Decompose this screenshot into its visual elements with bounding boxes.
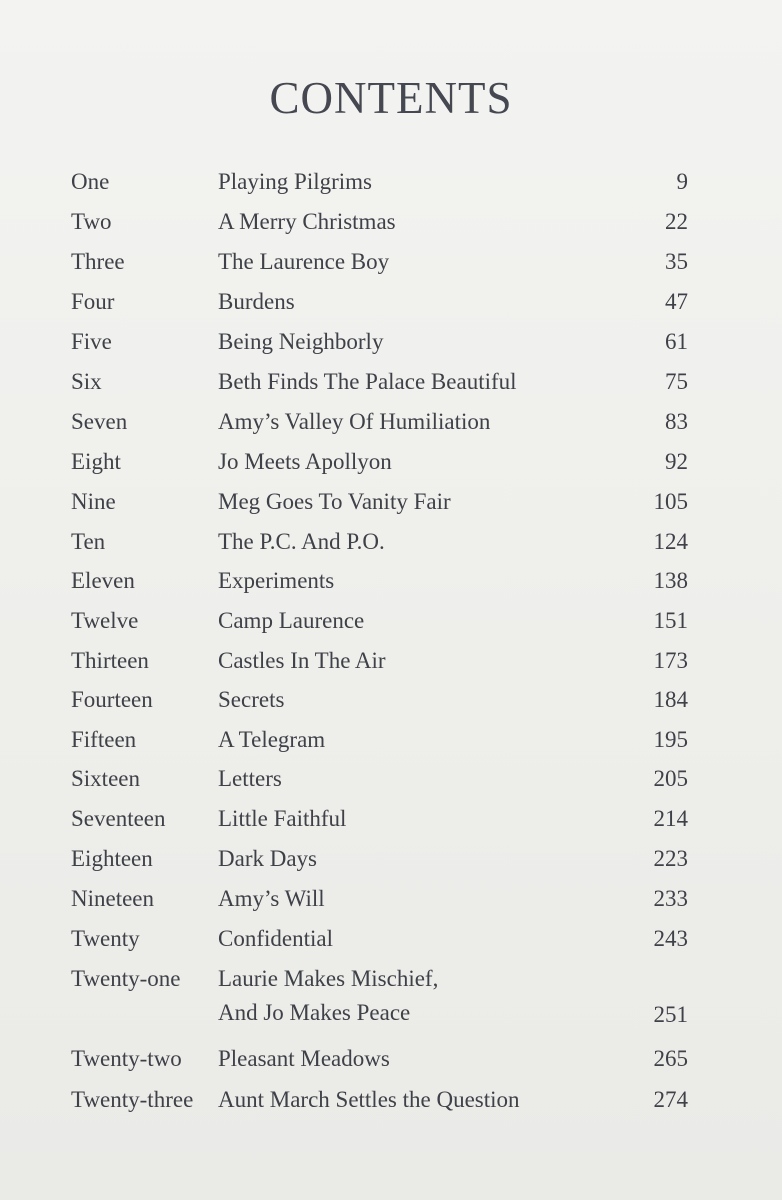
toc-entry-four	[0, 288, 782, 328]
chapter-title: Dark Days	[218, 846, 317, 871]
chapter-title: Experiments	[218, 568, 335, 593]
chapter-number: One	[71, 169, 110, 194]
page-number: 184	[653, 687, 688, 712]
chapter-number: Seven	[71, 409, 128, 434]
page-number: 138	[653, 568, 688, 593]
chapter-title: Meg Goes To Vanity Fair	[218, 489, 451, 514]
chapter-title: Burdens	[218, 289, 295, 314]
chapter-number: Three	[71, 249, 125, 274]
chapter-title	[218, 965, 438, 1027]
chapter-number: Twenty	[71, 926, 140, 951]
chapter-title: A Telegram	[218, 727, 326, 752]
page-number: 265	[653, 1046, 688, 1071]
page-number: 274	[653, 1087, 688, 1112]
chapter-number: Nineteen	[71, 886, 155, 911]
chapter-title: Beth Finds The Palace Beautiful	[218, 369, 517, 394]
toc-entry-twenty-one	[0, 965, 782, 1037]
chapter-title: Playing Pilgrims	[218, 169, 372, 194]
chapter-number: Eight	[71, 449, 121, 474]
chapter-number: Twenty-one	[71, 966, 181, 991]
toc-entry-nineteen	[0, 885, 782, 925]
toc-entry-thirteen	[0, 647, 782, 687]
chapter-title: Camp Laurence	[218, 608, 365, 633]
toc-entry-one	[0, 168, 782, 208]
chapter-number: Twelve	[71, 608, 139, 633]
page-number: 105	[653, 489, 688, 514]
chapter-number: Ten	[71, 529, 106, 554]
chapter-title: The P.C. And P.O.	[218, 529, 385, 554]
chapter-number: Eleven	[71, 568, 135, 593]
chapter-number: Thirteen	[71, 648, 149, 673]
page-number: 205	[653, 766, 688, 791]
toc-entry-nine	[0, 488, 782, 528]
chapter-title: Confidential	[218, 926, 333, 951]
toc-entry-five	[0, 328, 782, 368]
chapter-title: Castles In The Air	[218, 648, 386, 673]
page-number: 9	[676, 169, 688, 194]
page-number: 75	[665, 369, 688, 394]
chapter-number: Sixteen	[71, 766, 140, 791]
toc-entry-three	[0, 248, 782, 288]
page-number: 173	[653, 648, 688, 673]
page-number: 214	[653, 806, 688, 831]
chapter-title: Amy’s Will	[218, 886, 325, 911]
toc-entry-eighteen	[0, 845, 782, 885]
chapter-number: Fifteen	[71, 727, 137, 752]
chapter-title: Being Neighborly	[218, 329, 384, 354]
chapter-title: A Merry Christmas	[218, 209, 396, 234]
chapter-title: Little Faithful	[218, 806, 347, 831]
chapter-number: Eighteen	[71, 846, 153, 871]
toc-entry-seven	[0, 408, 782, 448]
chapter-title: Jo Meets Apollyon	[218, 449, 392, 474]
chapter-number: Two	[71, 209, 112, 234]
page-number: 92	[665, 449, 688, 474]
toc-entry-twenty-two	[0, 1045, 782, 1085]
page-number: 195	[653, 727, 688, 752]
contents-heading: CONTENTS	[269, 73, 513, 123]
toc-entry-eleven	[0, 567, 782, 607]
toc-entry-ten	[0, 528, 782, 568]
page-number: 22	[665, 209, 688, 234]
page-number: 151	[653, 608, 688, 633]
chapter-title-line-2: And Jo Makes Peace	[218, 1000, 411, 1025]
toc-entry-two	[0, 208, 782, 248]
chapter-title: Pleasant Meadows	[218, 1046, 390, 1071]
page-number: 243	[653, 926, 688, 951]
chapter-number: Nine	[71, 489, 116, 514]
chapter-title: The Laurence Boy	[218, 249, 390, 274]
page-number: 83	[665, 409, 688, 434]
chapter-number: Twenty-two	[71, 1046, 182, 1071]
page-number: 223	[653, 846, 688, 871]
chapter-number: Seventeen	[71, 806, 166, 831]
toc-entry-sixteen	[0, 765, 782, 805]
toc-entry-twenty-three	[0, 1086, 782, 1126]
toc-entry-six	[0, 368, 782, 408]
chapter-number: Five	[71, 329, 112, 354]
chapter-number: Fourteen	[71, 687, 153, 712]
chapter-number: Six	[71, 369, 102, 394]
page-number: 233	[653, 886, 688, 911]
chapter-number: Four	[71, 289, 115, 314]
page-number: 61	[665, 329, 688, 354]
chapter-title: Letters	[218, 766, 282, 791]
toc-entry-twelve	[0, 607, 782, 647]
page-number: 47	[665, 289, 688, 314]
toc-entry-seventeen	[0, 805, 782, 845]
chapter-title: Amy’s Valley Of Humiliation	[218, 409, 491, 434]
chapter-title-line-1: Laurie Makes Mischief,	[218, 966, 439, 991]
toc-entry-fifteen	[0, 726, 782, 766]
toc-entry-eight	[0, 448, 782, 488]
page-number: 124	[653, 529, 688, 554]
chapter-title: Secrets	[218, 687, 285, 712]
toc-entry-fourteen	[0, 686, 782, 726]
toc-entry-twenty	[0, 925, 782, 965]
page-number: 251	[653, 1002, 688, 1027]
page-number: 35	[665, 249, 688, 274]
chapter-number: Twenty-three	[71, 1087, 194, 1112]
chapter-title: Aunt March Settles the Question	[218, 1087, 520, 1112]
